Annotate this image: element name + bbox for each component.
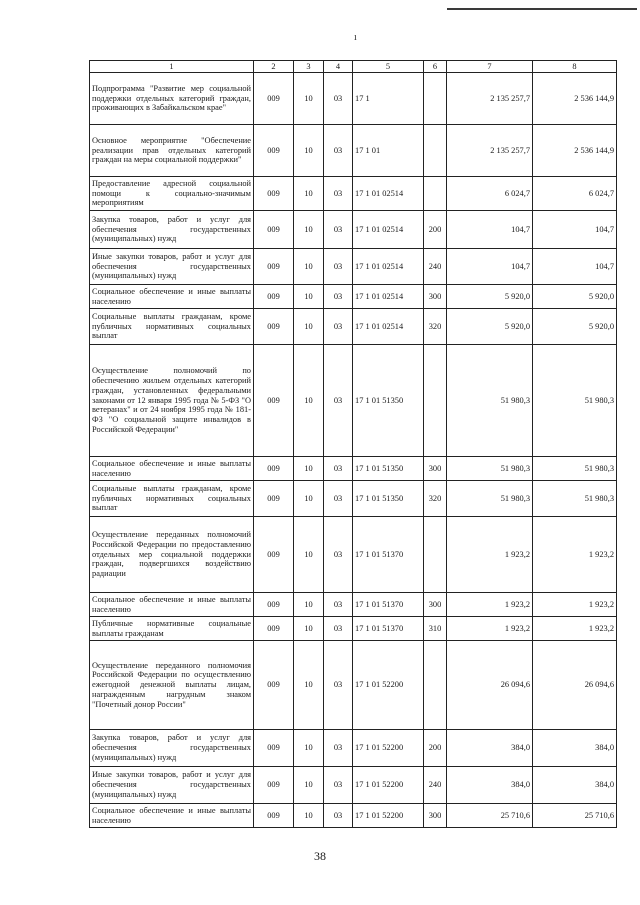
expense-type-code (424, 517, 447, 593)
item-name: Осуществление полномочий по обеспечению жильем отдельных категорий граждан, установленных федеральными законами от 12 января 1995 года № 5-ФЗ "О ветеранах" и от 24 ноября 1995 года № 181-ФЗ "О социальной защите инвалидов в Российской Федерации" (90, 345, 254, 457)
amount-year-2: 5 920,0 (533, 309, 617, 345)
subsection-code: 03 (324, 249, 353, 285)
ministry-code: 009 (254, 211, 294, 249)
expense-type-code: 240 (424, 767, 447, 804)
top-rule (447, 8, 637, 10)
subsection-code: 03 (324, 177, 353, 211)
target-article-code: 17 1 01 51350 (353, 481, 424, 517)
expense-type-code: 200 (424, 730, 447, 767)
amount-year-1: 26 094,6 (447, 641, 533, 730)
table-row (90, 617, 617, 641)
target-article-code: 17 1 01 51370 (353, 593, 424, 617)
item-name: Социальное обеспечение и иные выплаты населению (90, 593, 254, 617)
expense-type-code (424, 73, 447, 125)
section-code: 10 (294, 641, 324, 730)
amount-year-2: 51 980,3 (533, 345, 617, 457)
expense-type-code: 200 (424, 211, 447, 249)
ministry-code: 009 (254, 285, 294, 309)
subsection-code: 03 (324, 309, 353, 345)
item-name: Социальные выплаты гражданам, кроме публичных нормативных социальных выплат (90, 481, 254, 517)
ministry-code: 009 (254, 730, 294, 767)
item-name: Закупка товаров, работ и услуг для обеспечения государственных (муниципальных) нужд (90, 211, 254, 249)
item-name: Иные закупки товаров, работ и услуг для обеспечения государственных (муниципальных) нужд (90, 249, 254, 285)
target-article-code: 17 1 01 02514 (353, 211, 424, 249)
column-number: 1 (90, 61, 254, 73)
amount-year-2: 25 710,6 (533, 804, 617, 828)
expense-type-code (424, 641, 447, 730)
ministry-code: 009 (254, 804, 294, 828)
expense-type-code: 300 (424, 593, 447, 617)
column-number-row (90, 61, 617, 73)
item-name: Публичные нормативные социальные выплаты гражданам (90, 617, 254, 641)
amount-year-2: 51 980,3 (533, 457, 617, 481)
item-name: Основное мероприятие "Обеспечение реализации прав отдельных категорий граждан на меры социальной поддержки" (90, 125, 254, 177)
target-article-code: 17 1 01 02514 (353, 177, 424, 211)
ministry-code: 009 (254, 457, 294, 481)
section-code: 10 (294, 593, 324, 617)
subsection-code: 03 (324, 345, 353, 457)
section-code: 10 (294, 125, 324, 177)
item-name: Социальное обеспечение и иные выплаты населению (90, 804, 254, 828)
target-article-code: 17 1 01 02514 (353, 249, 424, 285)
table-row (90, 641, 617, 730)
table-body (90, 73, 617, 828)
amount-year-1: 1 923,2 (447, 593, 533, 617)
item-name: Подпрограмма "Развитие мер социальной поддержки отдельных категорий граждан, проживающих в Забайкальском крае" (90, 73, 254, 125)
subsection-code: 03 (324, 481, 353, 517)
expense-type-code (424, 125, 447, 177)
target-article-code: 17 1 01 51350 (353, 345, 424, 457)
section-code: 10 (294, 804, 324, 828)
target-article-code: 17 1 (353, 73, 424, 125)
section-code: 10 (294, 249, 324, 285)
table-row (90, 345, 617, 457)
amount-year-2: 5 920,0 (533, 285, 617, 309)
table-row (90, 804, 617, 828)
amount-year-2: 384,0 (533, 767, 617, 804)
section-code: 10 (294, 309, 324, 345)
amount-year-2: 2 536 144,9 (533, 125, 617, 177)
target-article-code: 17 1 01 02514 (353, 285, 424, 309)
subsection-code: 03 (324, 457, 353, 481)
amount-year-1: 104,7 (447, 249, 533, 285)
amount-year-1: 2 135 257,7 (447, 125, 533, 177)
ministry-code: 009 (254, 309, 294, 345)
section-code: 10 (294, 73, 324, 125)
amount-year-2: 51 980,3 (533, 481, 617, 517)
amount-year-1: 384,0 (447, 730, 533, 767)
amount-year-1: 51 980,3 (447, 345, 533, 457)
table-row (90, 285, 617, 309)
column-number: 8 (533, 61, 617, 73)
ministry-code: 009 (254, 345, 294, 457)
target-article-code: 17 1 01 02514 (353, 309, 424, 345)
section-code: 10 (294, 211, 324, 249)
ministry-code: 009 (254, 249, 294, 285)
section-code: 10 (294, 617, 324, 641)
amount-year-2: 104,7 (533, 249, 617, 285)
page-number: 38 (314, 849, 326, 863)
target-article-code: 17 1 01 52200 (353, 804, 424, 828)
target-article-code: 17 1 01 51370 (353, 617, 424, 641)
amount-year-2: 26 094,6 (533, 641, 617, 730)
expense-type-code: 300 (424, 457, 447, 481)
table-row (90, 309, 617, 345)
subsection-code: 03 (324, 73, 353, 125)
subsection-code: 03 (324, 730, 353, 767)
section-code: 10 (294, 285, 324, 309)
amount-year-2: 2 536 144,9 (533, 73, 617, 125)
expense-type-code: 310 (424, 617, 447, 641)
item-name: Осуществление переданных полномочий Российской Федерации по предоставлению отдельных мер социальной поддержки граждан, подвергшихся воздействию радиации (90, 517, 254, 593)
item-name: Социальное обеспечение и иные выплаты населению (90, 285, 254, 309)
table-row (90, 767, 617, 804)
expense-type-code: 300 (424, 285, 447, 309)
item-name: Социальные выплаты гражданам, кроме публичных нормативных социальных выплат (90, 309, 254, 345)
subsection-code: 03 (324, 617, 353, 641)
item-name: Социальное обеспечение и иные выплаты населению (90, 457, 254, 481)
target-article-code: 17 1 01 51350 (353, 457, 424, 481)
table-row (90, 730, 617, 767)
section-code: 10 (294, 517, 324, 593)
table-row (90, 177, 617, 211)
ministry-code: 009 (254, 593, 294, 617)
ministry-code: 009 (254, 517, 294, 593)
column-number: 7 (447, 61, 533, 73)
amount-year-1: 384,0 (447, 767, 533, 804)
amount-year-1: 51 980,3 (447, 457, 533, 481)
subsection-code: 03 (324, 804, 353, 828)
amount-year-2: 104,7 (533, 211, 617, 249)
amount-year-1: 6 024,7 (447, 177, 533, 211)
amount-year-1: 104,7 (447, 211, 533, 249)
section-code: 10 (294, 177, 324, 211)
amount-year-1: 1 923,2 (447, 617, 533, 641)
target-article-code: 17 1 01 52200 (353, 730, 424, 767)
target-article-code: 17 1 01 51370 (353, 517, 424, 593)
amount-year-1: 25 710,6 (447, 804, 533, 828)
amount-year-2: 6 024,7 (533, 177, 617, 211)
budget-table (89, 60, 617, 828)
amount-year-2: 1 923,2 (533, 517, 617, 593)
item-name: Закупка товаров, работ и услуг для обеспечения государственных (муниципальных) нужд (90, 730, 254, 767)
amount-year-2: 1 923,2 (533, 617, 617, 641)
table-row (90, 457, 617, 481)
subsection-code: 03 (324, 641, 353, 730)
expense-type-code: 320 (424, 309, 447, 345)
table-row (90, 125, 617, 177)
target-article-code: 17 1 01 52200 (353, 641, 424, 730)
expense-type-code (424, 177, 447, 211)
ministry-code: 009 (254, 125, 294, 177)
subsection-code: 03 (324, 517, 353, 593)
ministry-code: 009 (254, 73, 294, 125)
subsection-code: 03 (324, 593, 353, 617)
expense-type-code: 320 (424, 481, 447, 517)
subsection-code: 03 (324, 211, 353, 249)
subsection-code: 03 (324, 285, 353, 309)
column-number: 4 (324, 61, 353, 73)
amount-year-1: 5 920,0 (447, 285, 533, 309)
amount-year-2: 384,0 (533, 730, 617, 767)
expense-type-code: 300 (424, 804, 447, 828)
column-number: 3 (294, 61, 324, 73)
section-code: 10 (294, 767, 324, 804)
item-name: Иные закупки товаров, работ и услуг для обеспечения государственных (муниципальных) нужд (90, 767, 254, 804)
ministry-code: 009 (254, 617, 294, 641)
section-code: 10 (294, 457, 324, 481)
table-header (90, 61, 617, 73)
column-number: 2 (254, 61, 294, 73)
table-row (90, 249, 617, 285)
column-number: 6 (424, 61, 447, 73)
item-name: Осуществление переданного полномочия Российской Федерации по осуществлению ежегодной денежной выплаты лицам, награжденным нагрудным знаком "Почетный донор России" (90, 641, 254, 730)
ministry-code: 009 (254, 641, 294, 730)
ministry-code: 009 (254, 767, 294, 804)
table-row (90, 517, 617, 593)
subsection-code: 03 (324, 767, 353, 804)
table-row (90, 481, 617, 517)
amount-year-1: 5 920,0 (447, 309, 533, 345)
amount-year-1: 1 923,2 (447, 517, 533, 593)
target-article-code: 17 1 01 52200 (353, 767, 424, 804)
subsection-code: 03 (324, 125, 353, 177)
amount-year-1: 2 135 257,7 (447, 73, 533, 125)
item-name: Предоставление адресной социальной помощи к социально-значимым мероприятиям (90, 177, 254, 211)
target-article-code: 17 1 01 (353, 125, 424, 177)
amount-year-2: 1 923,2 (533, 593, 617, 617)
ministry-code: 009 (254, 481, 294, 517)
expense-type-code: 240 (424, 249, 447, 285)
table-row (90, 73, 617, 125)
table-row (90, 211, 617, 249)
expense-type-code (424, 345, 447, 457)
header-mark: ı (354, 32, 357, 43)
section-code: 10 (294, 730, 324, 767)
table-row (90, 593, 617, 617)
section-code: 10 (294, 345, 324, 457)
section-code: 10 (294, 481, 324, 517)
amount-year-1: 51 980,3 (447, 481, 533, 517)
column-number: 5 (353, 61, 424, 73)
ministry-code: 009 (254, 177, 294, 211)
